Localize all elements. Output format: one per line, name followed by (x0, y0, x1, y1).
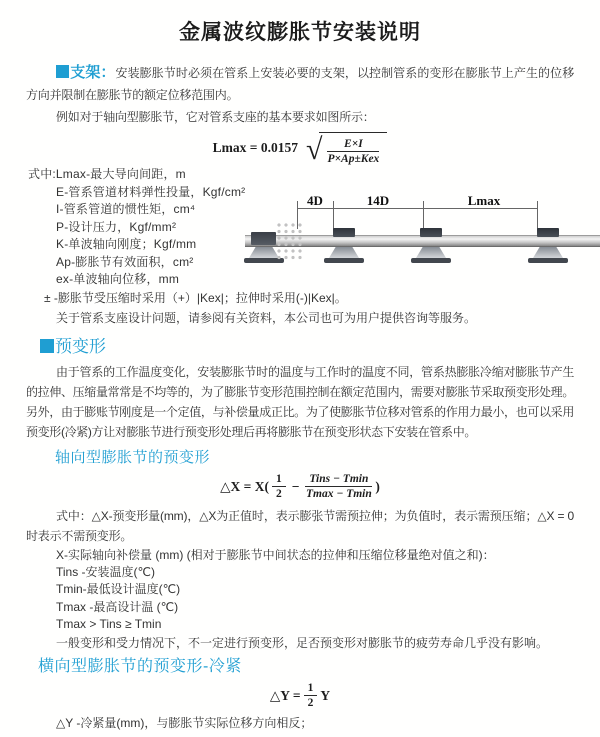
plus-minus-note: ± -膨胀节受压缩时采用（+）|Kex|；拉伸时采用(-)|Kex|。 (44, 290, 347, 305)
definition-line: E-管系管道材料弹性投量，Kgf/cm² (56, 184, 246, 199)
support-pedestal (329, 247, 359, 258)
support-pedestal (533, 247, 563, 258)
pipe-support-diagram (245, 195, 600, 273)
minus-operator: − (291, 478, 300, 494)
sqrt-symbol-icon: √ (306, 133, 323, 166)
dimension-tick (537, 201, 538, 229)
definition-line: ex-单波轴向位移，mm (56, 272, 180, 286)
lmax-formula (26, 132, 574, 164)
axial-formula-explanation: 式中：△X-预变形量(mm)，△X为正值时，表示膨张节需预拉伸；为负值时，表示需预压缩；△X = 0时表示不需预变形。 (26, 508, 574, 543)
support-base (411, 258, 451, 263)
bellows-expansion-joint (276, 222, 304, 262)
support-pedestal (249, 247, 279, 258)
fraction-numerator: E×I (327, 138, 379, 152)
predeform-note: 一般变形和受力情况下，不一定进行预变形，足否预变形对膨胀节的疲劳寿命几乎没有影响。 (56, 635, 549, 650)
definition-line: K-单波轴向刚度；Kgf/mm (56, 237, 197, 251)
support-base (528, 258, 568, 263)
temperature-definitions (26, 564, 574, 634)
formula-lhs: △X = X( (220, 478, 269, 494)
anchor-support (251, 232, 276, 245)
axial-predeform-formula (26, 470, 574, 504)
support-base (324, 258, 364, 263)
support-example-line: 例如对于轴向型膨胀节，它对管系支座的基本要求如图所示： (56, 110, 375, 124)
support-intro-text: 安装膨胀节时必须在管系上安装必要的支架，以控制管系的变形在膨胀节上产生的位移方向并限制在膨胀节的额定位移范围内。 (26, 66, 574, 102)
consulting-note: 关于管系支座设计问题，请参阅有关资料，本公司也可为用户提供咨询等服务。 (56, 310, 477, 325)
support-pedestal (416, 247, 446, 258)
support-intro-paragraph (26, 62, 574, 106)
page-title: 金属波纹膨胀节安装说明 (179, 21, 421, 44)
temperature-line: Tmax -最高设计温 (℃) (56, 599, 179, 614)
axial-predeform-heading: 轴向型膨胀节的预变形 (55, 448, 211, 466)
definition-line: Ap-膨胀节有效面积，cm² (56, 254, 194, 269)
temperature-fraction: $\frac{\text{Tins − Tmin}}{Tmax - Tmin}$ (306, 473, 372, 500)
one-half-fraction: $\frac{1}{2}$ (272, 473, 286, 500)
pipe-support-clamp (537, 228, 559, 237)
fraction (327, 138, 379, 165)
definition-line: 式中:Lmax-最大导向间距，m (28, 167, 186, 181)
predeform-section-header: 预变形 (40, 335, 574, 358)
cold-tightening-definition: △Y -冷紧量(mm)，与膨胀节实际位移方向相反； (56, 715, 313, 730)
dimension-tick (333, 201, 334, 229)
lateral-predeform-formula (26, 682, 574, 710)
x-definition-line: X-实际轴向补偿量 (mm) (相对于膨胀节中间状态的拉伸和压缩位移量绝对值之和)： (56, 547, 495, 562)
pipe-support-clamp (420, 228, 442, 237)
one-half-fraction: $\frac{1}{2}$ (304, 682, 318, 709)
formula-lhs: Lmax = 0.0157 (212, 140, 298, 155)
formula-lhs: △Y = (269, 687, 301, 703)
formula-close-paren: ) (375, 478, 380, 494)
temperature-line: Tmin-最低设计温度(℃) (56, 582, 181, 596)
blue-square-icon (40, 339, 54, 353)
predeform-paragraph: 由于管系的工作温度变化，安装膨胀节时的温度与工作时的温度不同，管系热膨胀冷缩对膨胀节产生的拉伸、压缩量常常是不均等的，为了膨胀节变形范围控制在额定范围内，需要对膨胀节采取预变形处理。另外，由于膨账节刚度是一个定值，与补偿量成正比。为了使膨胀节位移对管系的作用力最小，也可以采用预变形(冷紧)方让对膨胀节进行预变形处理后再将膨胀节在预变形状态下安装在管系中。 (26, 364, 574, 439)
lateral-predeform-heading: 横向型膨胀节的预变形-冷紧 (38, 657, 242, 675)
dimension-label-4d: 4D (307, 193, 323, 208)
sqrt-body (319, 132, 387, 165)
dimension-label-lmax: Lmax (467, 193, 501, 208)
pipe-support-clamp (333, 228, 355, 237)
dimension-label-14d: 14D (366, 193, 390, 208)
blue-square-icon (56, 65, 69, 78)
temperature-line: Tmax > Tins ≥ Tmin (56, 617, 162, 631)
temperature-line: Tins -安装温度(℃) (56, 564, 156, 579)
fraction-denominator: P×Ap±Kex (327, 152, 380, 165)
support-section-label: 支架： (56, 64, 116, 81)
dimension-tick (423, 201, 424, 229)
formula-rhs: Y (320, 687, 331, 703)
definition-line: P-设计压力，Kgf/mm² (56, 219, 177, 234)
definition-line: I-管系管道的惯性矩，cm⁴ (56, 202, 196, 216)
